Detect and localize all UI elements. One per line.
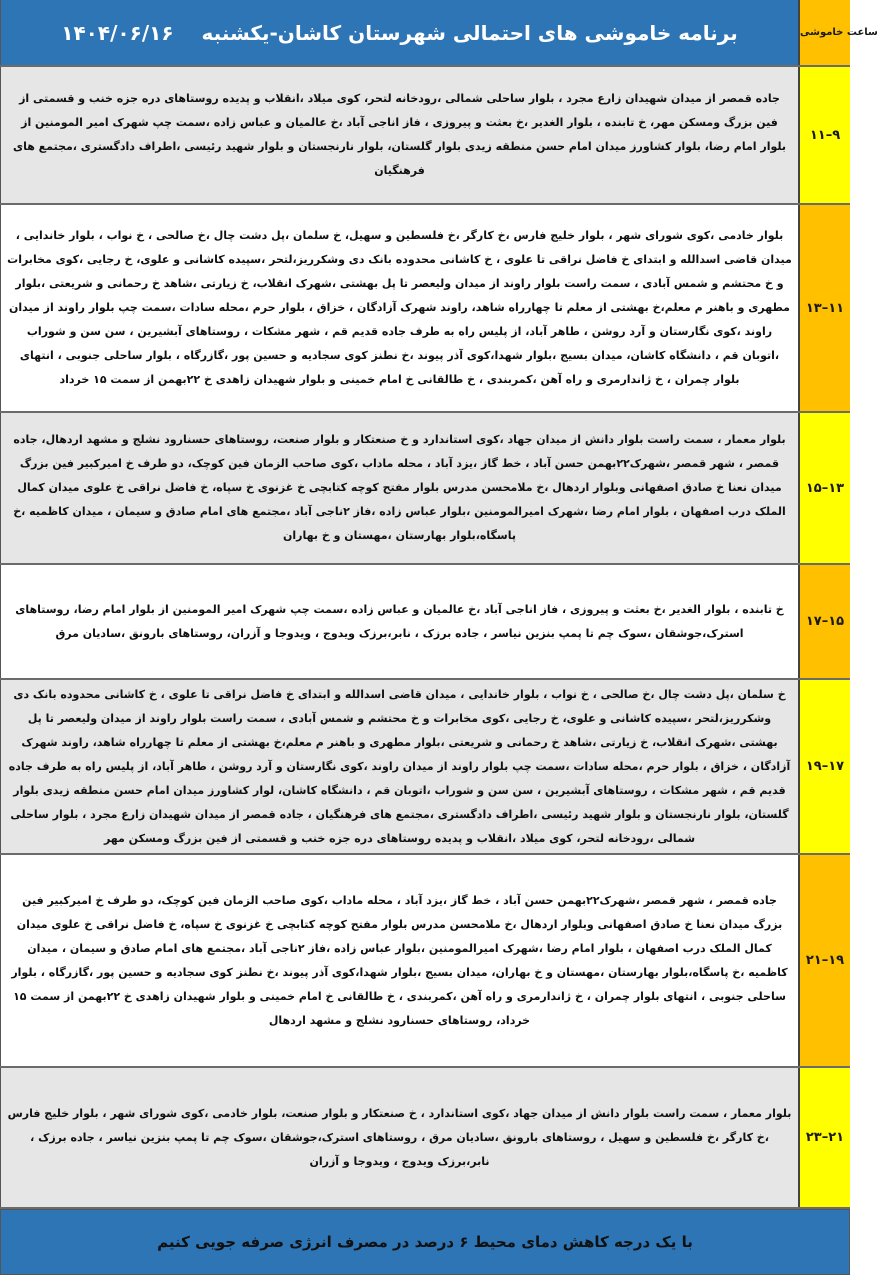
outage-areas: بلوار معمار ، سمت راست بلوار دانش از میدان جهاد ،کوی استاندارد و خ صنعتکار و بلوار صنعت، روستاهای حسنارود نشلج و مشهد اردهال، جاده قمصر ، شهر قمصر ،شهرک۲۲بهمن حسن آباد ، خط گاز ،یزد آباد ، محله ماداب ،کوی صاحب الزمان فین کوچک، دو طرف خ امیرکبیر فین بزرگ میدان نعنا خ صادق اصفهانی وبلوار اردهال ،خ ملامحسن مدرس بلوار مفتح کوچه کتابچی خ غزنوی خ سپاه، خ فاضل نراقی خ علوی میدان کمال الملک درب اصفهان ، بلوار امام رضا ،شهرک امیرالمومنین ،بلوار عباس زاده ،فاز ۲ناجی آباد ،مجتمع های امام صادق و سیمان ، میدان کاظمیه ،خ پاسگاه،بلوار بهارستان ،مهستان و خ بهاران [0, 413, 798, 563]
page-title [0, 0, 798, 65]
table-row [0, 565, 850, 680]
outage-areas: بلوار معمار ، سمت راست بلوار دانش از میدان جهاد ،کوی استاندارد ، خ صنعتکار و بلوار صنعت، بلوار خادمی ،کوی شورای شهر ، بلوار خلیج فارس ،خ کارگر ،خ فلسطین و سهیل ، روستاهای بارونق ،سادیان مرق ، روستاهای استرک،جوشقان ،سوک چم تا پمپ بنزین نیاسر ، جاده برزک ، نابر،برزک ویدوج ، ویدوجا و آزران [0, 1068, 798, 1207]
title-text: برنامه خاموشی های احتمالی شهرستان کاشان-یکشنبه [201, 20, 738, 45]
outage-areas: جاده قمصر از میدان شهیدان زارع مجرد ، بلوار ساحلی شمالی ،رودخانه لتحر، کوی میلاد ،انقلاب و پدیده روستاهای دره جزه خنب و قسمتی از فین بزرگ ومسکن مهر، خ تابنده ، بلوار الغدیر ،خ بعثت و پیروزی ، فاز اناجی آباد ،خ عالمیان و عباس زاده ،سمت چپ شهرک امیر المومنین از بلوار امام رضا، بلوار کشاورز میدان امام حسن منطقه زیدی بلوار گلستان، بلوار نارنجستان و بلوار شهید رئیسی ،اطراف دادگستری ،مجتمع های فرهنگیان [0, 67, 798, 203]
title-date: ۱۴۰۴/۰۶/۱۶ [61, 20, 174, 45]
outage-time: ۱۱–۹ [798, 67, 850, 203]
table-row [0, 67, 850, 205]
outage-time: ۱۷–۱۵ [798, 565, 850, 678]
table-row [0, 855, 850, 1068]
table-row [0, 680, 850, 855]
energy-saving-footer: با یک درجه کاهش دمای محیط ۶ درصد در مصرف انرژی صرفه جویی کنیم [0, 1209, 850, 1275]
table-row [0, 205, 850, 413]
time-column-header: ساعت خاموشی [798, 0, 850, 65]
outage-areas: جاده قمصر ، شهر قمصر ،شهرک۲۲بهمن حسن آباد ، خط گاز ،یزد آباد ، محله ماداب ،کوی صاحب الزمان فین کوچک، دو طرف خ امیرکبیر فین بزرگ میدان نعنا خ صادق اصفهانی وبلوار اردهال ،خ ملامحسن مدرس بلوار مفتح کوچه کتابچی خ غزنوی خ سپاه، خ فاضل نراقی خ علوی میدان کمال الملک درب اصفهان ، بلوار امام رضا ،شهرک امیرالمومنین ،بلوار عباس زاده ،فاز ۲ناجی آباد ،مجتمع های امام صادق و سیمان ، میدان کاظمیه ،خ پاسگاه،بلوار بهارستان ،مهستان و خ بهاران، میدان بسیج ،بلوار شهدا،کوی آذر پیوند ،خ نطنز کوی سجادیه و حسین پور ،گازرگاه ، بلوار ساحلی جنوبی ، انتهای بلوار چمران ، خ ژاندارمری و راه آهن ،کمربندی ، خ طالقانی خ امام خمینی و بلوار شهیدان زاهدی خ ۲۲بهمن از سمت ۱۵ خرداد، روستاهای حسنارود نشلج و مشهد اردهال [0, 855, 798, 1066]
outage-areas: خ تابنده ، بلوار الغدیر ،خ بعثت و پیروزی ، فاز اناجی آباد ،خ عالمیان و عباس زاده ،سمت چپ شهرک امیر المومنین از بلوار امام رضا، روستاهای استرک،جوشقان ،سوک چم تا پمپ بنزین نیاسر ، جاده برزک ، نابر،برزک ویدوج ، ویدوجا و آزران، روستاهای بارونق ،سادیان مرق [0, 565, 798, 678]
outage-time: ۱۵–۱۳ [798, 413, 850, 563]
outage-areas: خ سلمان ،پل دشت چال ،خ صالحی ، خ نواب ، بلوار خاندایی ، میدان قاضی اسدالله و ابتدای خ فاضل نراقی تا علوی ، خ کاشانی محدوده بانک دی وشکرریز،لتحر ،سپیده کاشانی و علوی، خ رجایی ،کوی مخابرات و خ محتشم و شمس آبادی ، سمت راست بلوار راوند از میدان ولیعصر تا پل بهشتی ،شهرک انقلاب، خ زیارتی ،شاهد خ رحمانی و شریعتی ،بلوار مطهری و باهنر م معلم،خ بهشتی از معلم تا چهارراه شاهد، راوند شهرک آزادگان ، خزاق ، بلوار حرم ،محله سادات ،سمت چپ بلوار راوند از میدان راوند ،کوی نگارستان و آرد روشن ، طاهر آباد، از پلیس راه به طرف جاده قدیم قم ، شهر مشکات ، روستاهای آبشیرین ، سن سن و شوراب ،اتوبان قم ، دانشگاه کاشان، لوار کشاورز میدان امام حسن منطقه زیدی بلوار گلستان، بلوار نارنجستان و بلوار شهید رئیسی ،اطراف دادگستری ،مجتمع های فرهنگیان ، جاده قمصر از میدان شهیدان زارع مجرد ، بلوار ساحلی شمالی ،رودخانه لتحر، کوی میلاد ،انقلاب و پدیده روستاهای دره جزه خنب و قسمتی از فین بزرگ ومسکن مهر [0, 680, 798, 853]
table-row [0, 413, 850, 565]
outage-time: ۲۳–۲۱ [798, 1068, 850, 1207]
outage-time: ۱۹–۱۷ [798, 680, 850, 853]
table-header [0, 0, 878, 67]
outage-areas: بلوار خادمی ،کوی شورای شهر ، بلوار خلیج فارس ،خ کارگر ،خ فلسطین و سهیل، خ سلمان ،پل دشت چال ،خ صالحی ، خ نواب ، بلوار خاندایی ، میدان قاضی اسدالله و ابتدای خ فاضل نراقی تا علوی ، خ کاشانی محدوده بانک دی وشکرریز،لتحر ،سپیده کاشانی و علوی، خ رجایی ،کوی مخابرات و خ محتشم و شمس آبادی ، سمت راست بلوار راوند از میدان ولیعصر تا پل بهشتی ،شهرک انقلاب، خ زیارتی ،شاهد خ رحمانی و شریعتی ،بلوار مطهری و باهنر م معلم،خ بهشتی از معلم تا چهارراه شاهد، راوند شهرک آزادگان ، خزاق ، بلوار حرم ،محله سادات ،سمت چپ بلوار راوند از میدان راوند ،کوی نگارستان و آرد روشن ، طاهر آباد، از پلیس راه به طرف جاده قدیم قم ، شهر مشکات ، روستاهای آبشیرین ، سن سن و شوراب ،اتوبان قم ، دانشگاه کاشان، میدان بسیج ،بلوار شهدا،کوی آذر پیوند ،خ نطنز کوی سجادیه و حسین پور ،گازرگاه ، بلوار ساحلی جنوبی ، انتهای بلوار چمران ، خ ژاندارمری و راه آهن ،کمربندی ، خ طالقانی خ امام خمینی و بلوار شهیدان زاهدی خ ۲۲بهمن از سمت ۱۵ خرداد [0, 205, 798, 411]
table-row [0, 1068, 850, 1209]
outage-time: ۲۱–۱۹ [798, 855, 850, 1066]
outage-time: ۱۳–۱۱ [798, 205, 850, 411]
